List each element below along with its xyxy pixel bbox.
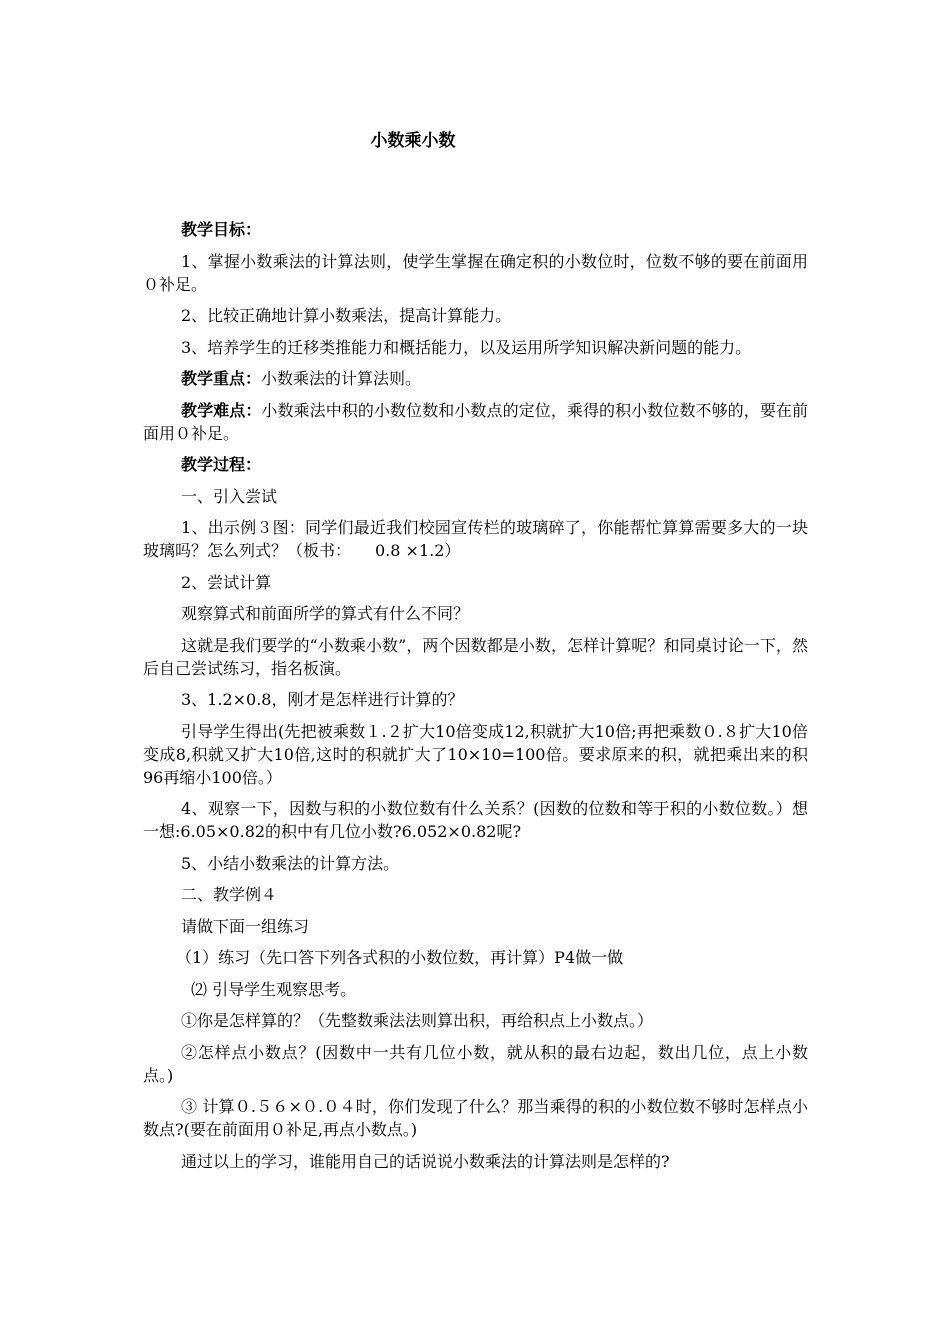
step-3: 3、1.2×0.8，刚才是怎样进行计算的？ [181, 690, 464, 709]
observe-question: 观察算式和前面所学的算式有什么不同？ [181, 604, 470, 623]
goals-heading: 教学目标： [181, 220, 262, 239]
difficulty-point [143, 399, 808, 445]
exercise-2: ⑵ 引导学生观察思考。 [191, 979, 357, 999]
guide-paragraph: 引导学生得出(先把被乘数１.２扩大10倍变成12,积就扩大10倍;再把乘数０.８扩大10倍变成8,积就又扩大10倍,这时的积就扩大了10×10=100倍。要求原来的积，就把乘出来的积96再缩小100倍。） [143, 721, 808, 787]
goal-3: 3、培养学生的迁移类推能力和概括能力，以及运用所学知识解决新问题的能力。 [181, 337, 752, 357]
goal-2: 2、比较正确地计算小数乘法，提高计算能力。 [181, 306, 512, 325]
exercise-1: （1）练习（先口答下列各式积的小数位数，再计算）P4做一做 [176, 948, 624, 967]
question-1: ①你是怎样算的？（先整数乘法法则算出积，再给积点上小数点。） [181, 1011, 654, 1030]
this-is-paragraph: 这就是我们要学的“小数乘小数”，两个因数都是小数，怎样计算呢？和同桌讨论一下，然后自己尝试练习，指名板演。 [143, 635, 808, 678]
key-point-label: 教学重点： [181, 369, 262, 388]
please-paragraph: 请做下面一组练习 [181, 916, 310, 936]
process-heading: 教学过程： [181, 455, 262, 474]
part-2-title: 二、教学例４ [181, 885, 278, 904]
key-point-text: 小数乘法的计算法则。 [261, 369, 422, 388]
question-2: ②怎样点小数点？(因数中一共有几位小数，就从积的最右边起，数出几位，点上小数点。) [143, 1042, 808, 1085]
step-5: 5、小结小数乘法的计算方法。 [181, 853, 400, 873]
step-2: 2、尝试计算 [181, 572, 272, 592]
document-body [143, 218, 808, 1181]
goal-1: 1、掌握小数乘法的计算法则，使学生掌握在确定积的小数位时，位数不够的要在前面用０补足。 [143, 251, 808, 294]
step-4: 4、观察一下，因数与积的小数位数有什么关系？(因数的位数和等于积的小数位数。）想一想:6.05×0.82的积中有几位小数?6.052×0.82呢? [143, 799, 808, 841]
question-3: ③ 计算０.５６×０.０４时，你们发现了什么？那当乘得的积的小数位数不够时怎样点小数点?(要在前面用０补足,再点小数点。) [143, 1097, 808, 1139]
part-1-title: 一、引入尝试 [181, 486, 278, 506]
difficulty-text: 小数乘法中积的小数位数和小数点的定位，乘得的积小数位数不够的，要在前面用０补足。 [143, 400, 808, 443]
step-1: 1、出示例３图：同学们最近我们校园宣传栏的玻璃碎了，你能帮忙算算需要多大的一块玻璃吗？怎么列式？（板书： 0.8 ×1.2） [143, 518, 808, 560]
difficulty-label: 教学难点： [181, 400, 262, 420]
summary-question: 通过以上的学习，谁能用自己的话说说小数乘法的计算法则是怎样的? [181, 1151, 670, 1171]
key-point [143, 367, 808, 390]
page-title: 小数乘小数 [370, 131, 456, 151]
